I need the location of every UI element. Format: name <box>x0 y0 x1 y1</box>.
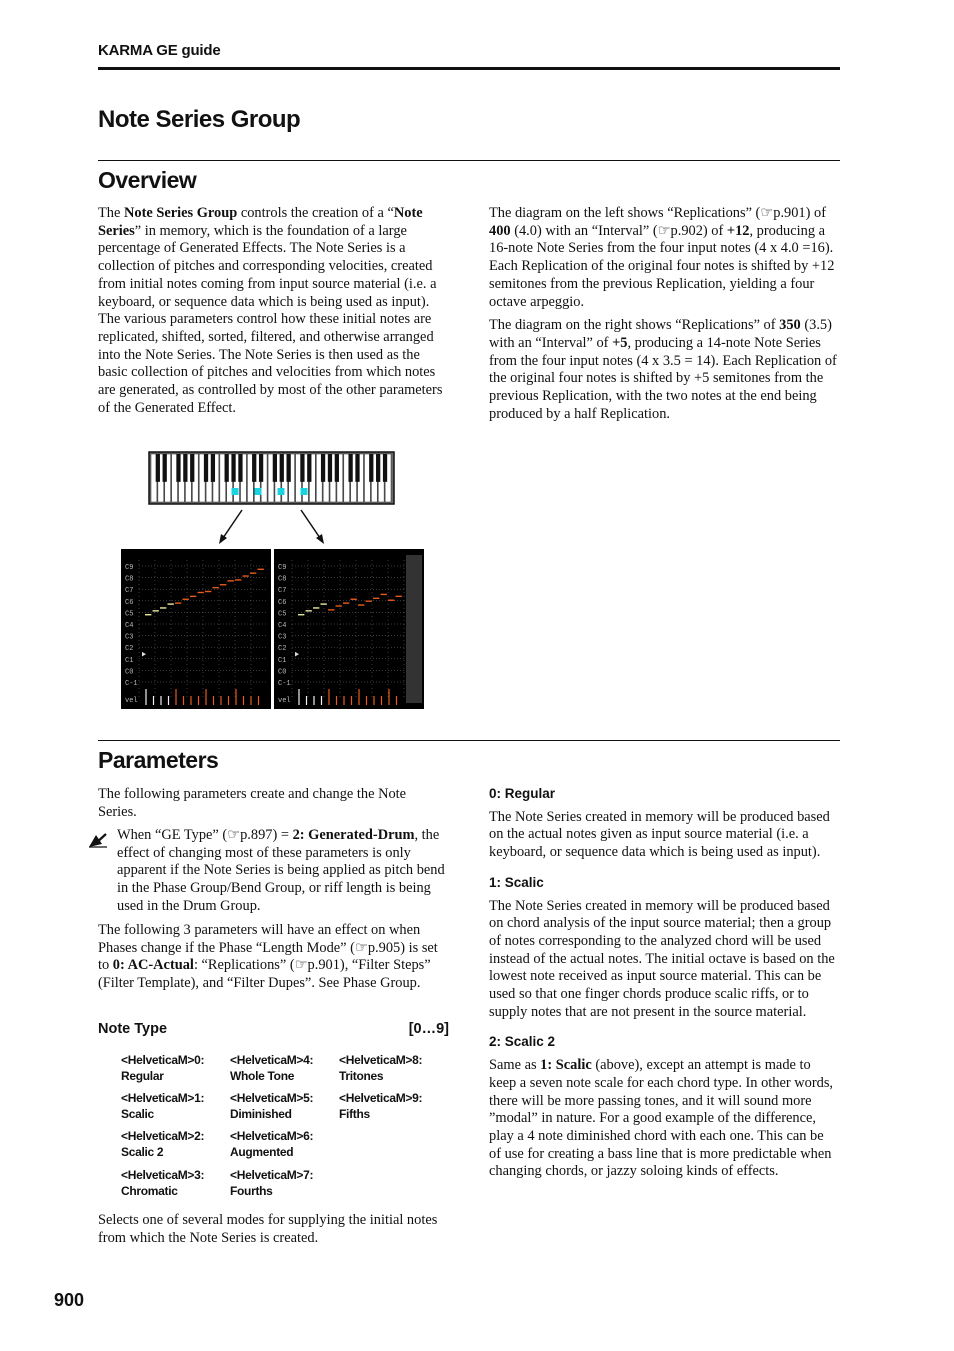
input-note-marker <box>255 488 262 495</box>
black-key <box>321 454 325 482</box>
selects-text: Selects one of several modes for supplying the initial notes from which the Note Series is created. <box>98 1212 438 1246</box>
overview-paragraph: The Note Series Group controls the creation of a “Note Series” in memory, which is the foundation of a large percentage of Generated Effects. The Note Series is a collection of pitches and corresponding velocities, created from initial notes coming from input source material (i.e. a keyboard, or sequence data which is being used as input). The various parameters control how these initial notes are replicated, shifted, sorted, filtered, and otherwise arranged into the Note Series. The Note Series is then used as the basic collection of pitches and velocities from which notes are generated, as controlled by most of the other parameters of the Generated Effect. <box>98 205 443 416</box>
black-key <box>369 454 373 482</box>
black-key <box>252 454 256 482</box>
option-item: <HelveticaM>9: Fifths <box>339 1091 423 1121</box>
drum-note: When “GE Type” (☞p.897) = 2: Generated-Drum, the effect of changing most of these parameters is only apparent if the Note Series is being applied as pitch bend in the Phase Group/Bend Group, or riff length is being used in the Drum Group. <box>117 827 445 914</box>
black-key <box>156 454 160 482</box>
octave-label: C9 <box>278 564 287 572</box>
header-rule <box>98 67 840 70</box>
option-item: <HelveticaM>8: Tritones <box>339 1053 423 1083</box>
octave-label: C3 <box>125 633 134 642</box>
overview-left-text <box>98 205 448 423</box>
mode-body: The Note Series created in memory will be produced based on chord analysis of the input source material; then a group of notes corresponding to the analyzed chord will be used instead of the actual notes. The initial octave is based on the lowest note received as input source material. This can be used so that one finger chords produce scalic riffs, or to supply notes that are not present in the source material. <box>489 897 835 1020</box>
overview-right-text <box>489 205 839 429</box>
black-key <box>225 454 229 482</box>
note-type-range: [0…9] <box>408 1021 449 1037</box>
option-item: <HelveticaM>0: Regular <box>121 1053 205 1083</box>
black-key <box>328 454 332 482</box>
black-key <box>383 454 387 482</box>
octave-label: C2 <box>125 645 134 654</box>
note-type-param <box>98 1021 449 1037</box>
phase-paragraph <box>98 922 448 999</box>
parameters-heading: Parameters <box>98 747 219 773</box>
overview-heading: Overview <box>98 167 197 193</box>
octave-label: C3 <box>278 633 287 642</box>
mode-title: 2: Scalic 2 <box>489 1034 556 1050</box>
black-key <box>238 454 242 482</box>
intro-paragraph: The following parameters create and change the Note Series. <box>98 786 407 820</box>
parameters-intro <box>98 786 448 827</box>
black-key <box>273 454 277 482</box>
black-key <box>183 454 187 482</box>
octave-label: C7 <box>278 587 287 596</box>
black-key <box>348 454 352 482</box>
mode-body: Same as 1: Scalic (above), except an attempt is made to keep a seven note scale for each chord type. In other words, there will be more passing tones, and it will sound more ”modal” in nature. For a good example of the difference, play a 4 note diminished chord with each one. This can be of use for creating a bass line that is more predictable when changing chords, or jazzy soloing kinds of effects. <box>489 1057 834 1180</box>
option-item: <HelveticaM>6: Augmented <box>230 1129 314 1159</box>
input-note-marker <box>301 488 308 495</box>
black-key <box>376 454 380 482</box>
octave-label: C5 <box>125 610 134 619</box>
note-series-panel-replications-350 <box>274 549 424 709</box>
octave-label: C1 <box>125 656 134 665</box>
vel-label: vel <box>125 697 138 705</box>
note-series-diagram <box>115 448 430 713</box>
note-type-label: Note Type <box>98 1021 168 1037</box>
black-key <box>176 454 180 482</box>
vel-label: vel <box>278 697 291 705</box>
octave-label: C8 <box>278 575 287 584</box>
octave-label: C-1 <box>278 680 291 688</box>
note-series-panel-replications-400 <box>121 549 271 709</box>
option-item: <HelveticaM>5: Diminished <box>230 1091 314 1121</box>
octave-label: C8 <box>125 575 134 584</box>
input-note-marker <box>232 488 239 495</box>
section-rule-parameters <box>98 740 840 741</box>
octave-label: C2 <box>278 645 287 654</box>
input-note-marker <box>278 488 285 495</box>
octave-label: C-1 <box>125 680 138 688</box>
phase-text: The following 3 parameters will have an effect on when Phases change if the Phase “Length Mode” (☞p.905) is set to 0: AC-Actual: “Replications” (☞p.901), “Filter Steps” (Filter Template), and “Filter Dupes”. See Phase Group. <box>98 922 438 992</box>
octave-label: C4 <box>125 622 134 630</box>
page-title: Note Series Group <box>98 106 301 133</box>
arrow-left <box>219 510 242 544</box>
octave-label: C5 <box>278 610 287 619</box>
black-key <box>190 454 194 482</box>
mode-title: 1: Scalic <box>489 874 544 890</box>
keyboard-graphic <box>149 452 394 504</box>
octave-label: C0 <box>278 668 287 677</box>
octave-label: C0 <box>125 668 134 677</box>
black-key <box>211 454 215 482</box>
octave-label: C4 <box>278 622 287 630</box>
black-key <box>231 454 235 482</box>
black-key <box>259 454 263 482</box>
black-key <box>300 454 304 482</box>
option-item: <HelveticaM>7: Fourths <box>230 1168 314 1198</box>
black-key <box>280 454 284 482</box>
black-key <box>335 454 339 482</box>
pencil-note-icon <box>88 832 108 848</box>
octave-label: C6 <box>125 598 134 607</box>
black-key <box>204 454 208 482</box>
option-item: <HelveticaM>2: Scalic 2 <box>121 1129 205 1159</box>
octave-label: C6 <box>278 598 287 607</box>
mode-body: The Note Series created in memory will be produced based on the actual notes given as input source material (i.e. a keyboard, or sequence data which is being used as input). <box>489 808 830 861</box>
selects-paragraph <box>98 1212 448 1253</box>
running-header: KARMA GE guide <box>98 42 221 59</box>
black-key <box>355 454 359 482</box>
option-item: <HelveticaM>1: Scalic <box>121 1091 205 1121</box>
mode-title: 0: Regular <box>489 786 556 801</box>
black-key <box>163 454 167 482</box>
black-key <box>287 454 291 482</box>
black-key <box>307 454 311 482</box>
option-item: <HelveticaM>4: Whole Tone <box>230 1053 314 1083</box>
octave-label: C1 <box>278 656 287 665</box>
octave-label: C7 <box>125 587 134 596</box>
section-rule-overview <box>98 160 840 161</box>
option-item: <HelveticaM>3: Chromatic <box>121 1168 205 1198</box>
modes-column <box>489 785 839 1187</box>
diagram-right-explanation: The diagram on the right shows “Replications” of 350 (3.5) with an “Interval” of +5, producing a 14-note Note Series from the four input notes (4 x 3.5 = 14). Each Replication of the original four notes is shifted by +5 semitones from the previous Replication, with the two notes at the end being produced by a half Replication. <box>489 317 837 422</box>
arrow-right <box>301 510 324 544</box>
diagram-left-explanation: The diagram on the left shows “Replications” (☞p.901) of 400 (4.0) with an “Interval” (☞p.902) of +12, producing a 16-note Note Series from the four input notes (4 x 4.0 =16). Each Replication of the original four notes is shifted by +12 semitones from the previous Replication, yielding a four octave arpeggio. <box>489 205 835 310</box>
page-number: 900 <box>54 1290 85 1310</box>
octave-label: C9 <box>125 564 134 572</box>
